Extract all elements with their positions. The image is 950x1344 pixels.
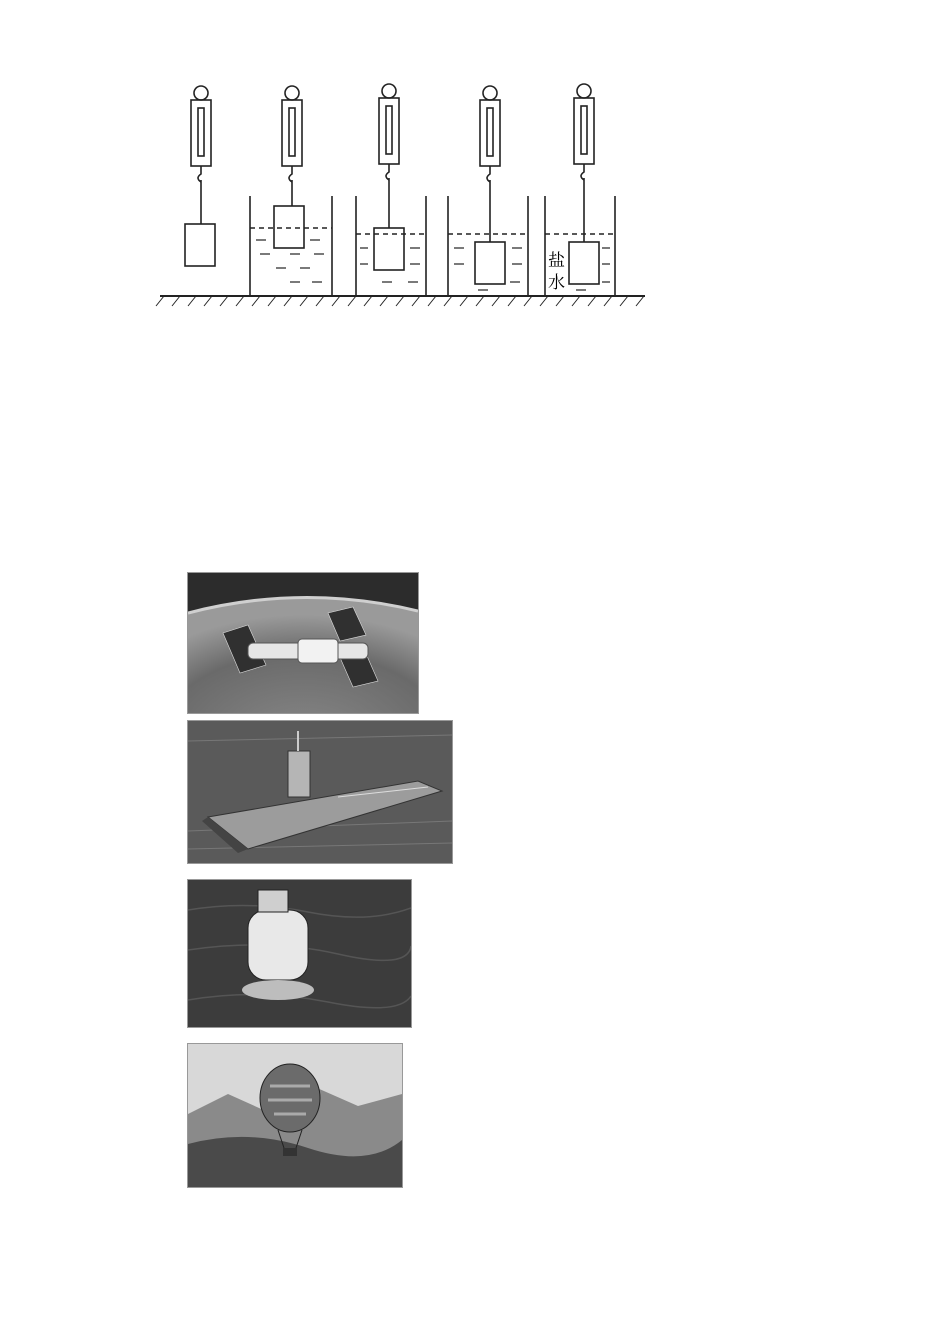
aircraft-carrier-photo [187,720,453,864]
setup-yi [250,86,332,296]
setup-jia [185,86,215,266]
submersible-photo [187,879,412,1028]
beaker-label-wu: 水 [548,273,565,293]
space-station-photo [187,572,419,714]
beaker-label-wu-top: 盐 [548,251,565,271]
buoyancy-experiment-diagram [150,78,650,348]
hot-air-balloon-photo [187,1043,403,1188]
